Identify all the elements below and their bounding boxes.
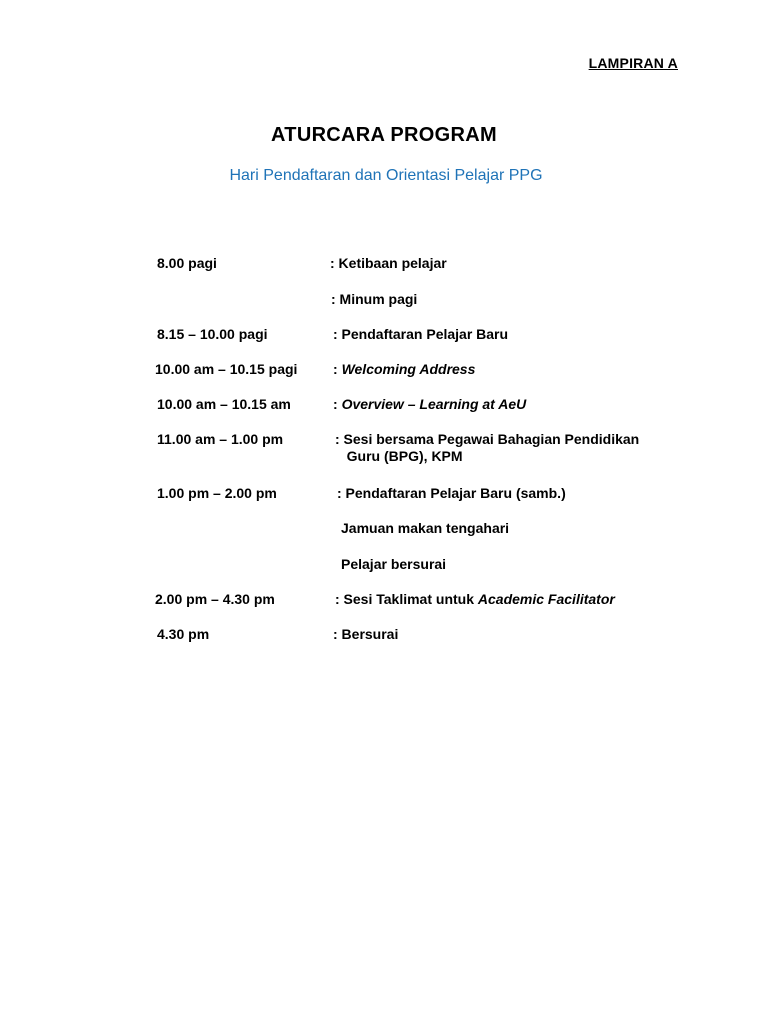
schedule-activity: : Pendaftaran Pelajar Baru (samb.) bbox=[337, 485, 566, 501]
schedule-activity-continuation: Guru (BPG), KPM bbox=[335, 448, 463, 464]
activity-prefix: : bbox=[333, 361, 342, 377]
activity-prefix: : Sesi Taklimat untuk bbox=[335, 591, 478, 607]
activity-italic-text: Overview – Learning at AeU bbox=[341, 396, 527, 412]
schedule-activity bbox=[333, 361, 475, 378]
schedule-time: 4.30 pm bbox=[157, 626, 210, 642]
document-subtitle: Hari Pendaftaran dan Orientasi Pelajar PPG bbox=[229, 167, 543, 184]
schedule-activity: Jamuan makan tengahari bbox=[341, 520, 510, 536]
schedule-time: 11.00 am – 1.00 pm bbox=[157, 431, 284, 447]
schedule-time: 10.00 am – 10.15 pagi bbox=[155, 361, 298, 377]
activity-prefix: : bbox=[333, 396, 342, 412]
activity-italic-text: Academic Facilitator bbox=[477, 591, 615, 607]
schedule-activity: : Sesi bersama Pegawai Bahagian Pendidikan bbox=[335, 431, 640, 447]
schedule-time: 2.00 pm – 4.30 pm bbox=[155, 591, 275, 607]
schedule-time: 8.15 – 10.00 pagi bbox=[157, 326, 268, 342]
activity-italic-text: Welcoming Address bbox=[341, 361, 476, 377]
document-title: ATURCARA PROGRAM bbox=[271, 124, 497, 146]
schedule-time: 10.00 am – 10.15 am bbox=[157, 396, 291, 412]
annex-label: LAMPIRAN A bbox=[588, 55, 678, 71]
schedule-activity: : Pendaftaran Pelajar Baru bbox=[333, 326, 509, 342]
schedule-activity: : Minum pagi bbox=[331, 291, 418, 307]
schedule-activity: Pelajar bersurai bbox=[341, 556, 447, 572]
schedule-time: 8.00 pagi bbox=[157, 255, 217, 271]
schedule-time: 1.00 pm – 2.00 pm bbox=[157, 485, 277, 501]
schedule-activity: : Bersurai bbox=[333, 626, 399, 642]
schedule-activity bbox=[335, 591, 615, 608]
schedule-activity: : Ketibaan pelajar bbox=[330, 255, 447, 271]
schedule-activity bbox=[333, 396, 526, 413]
